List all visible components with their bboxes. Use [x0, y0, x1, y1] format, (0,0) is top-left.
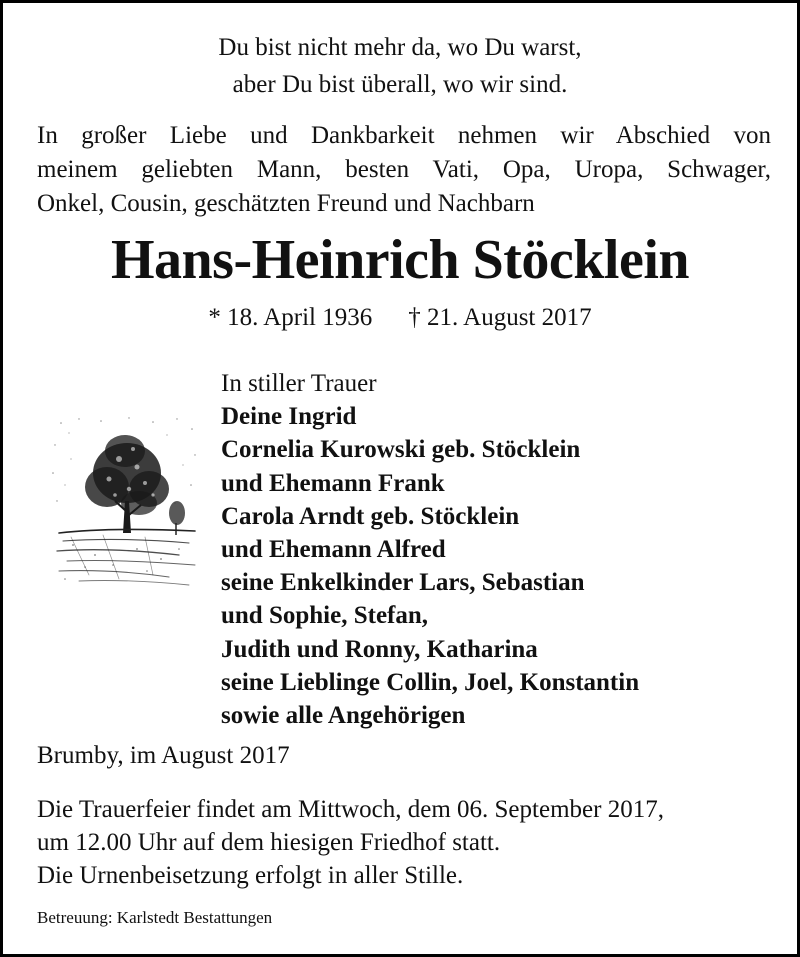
mourner-line: und Ehemann Alfred — [221, 536, 446, 564]
mourner-line: seine Enkelkinder Lars, Sebastian — [221, 569, 585, 597]
mourner-line: Carola Arndt geb. Stöcklein — [221, 502, 520, 530]
service-info — [37, 793, 664, 892]
mourner-line: Judith und Ronny, Katharina — [221, 635, 538, 663]
tree-landscape-illustration — [49, 415, 199, 593]
service-line-3: Die Urnenbeisetzung erfolgt in aller Stille. — [37, 862, 464, 889]
deceased-name: Hans-Heinrich Stöcklein — [110, 229, 690, 291]
verse-line-2: aber Du bist überall, wo wir sind. — [232, 71, 568, 98]
verse-line-1: Du bist nicht mehr da, wo Du warst, — [218, 34, 582, 61]
life-dates — [3, 301, 797, 335]
mourners-heading: In stiller Trauer — [221, 370, 377, 397]
birth-date: * 18. April 1936 — [208, 304, 373, 331]
mourner-line: sowie alle Angehörigen — [221, 702, 466, 730]
mourner-line: und Sophie, Stefan, — [221, 602, 429, 630]
service-line-2: um 12.00 Uhr auf dem hiesigen Friedhof statt. — [37, 829, 501, 856]
mourner-line: Cornelia Kurowski geb. Stöcklein — [221, 436, 581, 464]
intro-line-1: In großer Liebe und Dankbarkeit nehmen wir Abschied von — [37, 122, 771, 149]
verse — [3, 29, 797, 103]
mourner-line: und Ehemann Frank — [221, 469, 445, 497]
service-line-1: Die Trauerfeier findet am Mittwoch, dem 06. September 2017, — [37, 796, 664, 823]
place-date: Brumby, im August 2017 — [37, 742, 290, 769]
mourner-line: seine Lieblinge Collin, Joel, Konstantin — [221, 668, 640, 696]
mourners-list — [221, 367, 639, 732]
intro-line-3: Onkel, Cousin, geschätzten Freund und Nachbarn — [37, 190, 535, 217]
intro-text — [37, 119, 771, 221]
intro-line-2: meinem geliebten Mann, besten Vati, Opa, Uropa, Schwager, — [37, 156, 771, 183]
mourner-line: Deine Ingrid — [221, 403, 357, 431]
death-date: † 21. August 2017 — [408, 304, 592, 331]
undertaker-credit: Betreuung: Karlstedt Bestattungen — [37, 908, 273, 927]
